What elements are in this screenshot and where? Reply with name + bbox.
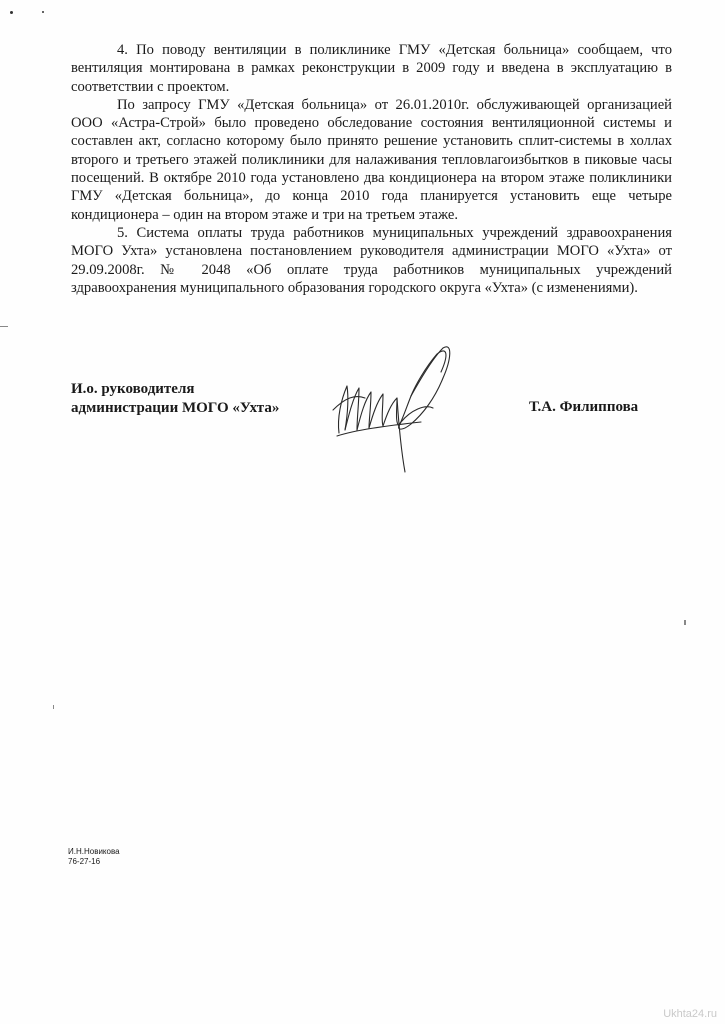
letter-body — [71, 41, 672, 297]
signatory-name: Т.А. Филиппова — [529, 399, 639, 415]
executor-info — [68, 847, 120, 867]
executor-name: И.Н.Новикова — [68, 847, 120, 856]
signatory-title-line2: администрации МОГО «Ухта» — [71, 400, 280, 416]
scan-mark — [0, 326, 8, 327]
paragraph-inspection: По запросу ГМУ «Детская больница» от 26.01.2010г. обслуживающей организацией ООО «Астра-Строй» было проведено обследование состояния вентиляционной системы и составлен акт, согласно которому было принято решение установить сплит-системы в холлах второго и третьего этажей поликлиники для налаживания тепловлагоизбытков в пиковые часы посещений. В октябре 2010 года установлено два кондиционера на втором этаже поликлиники ГМУ «Детская больница», до конца 2010 года планируется установить еще четыре кондиционера – один на втором этаже и три на третьем этаже. — [71, 96, 672, 223]
site-watermark: Ukhta24.ru — [663, 1008, 717, 1020]
executor-phone: 76-27-16 — [68, 857, 101, 866]
signatory-title — [71, 380, 279, 418]
scan-speck — [42, 11, 44, 13]
handwritten-signature — [325, 338, 455, 478]
paragraph-payment-system: 5. Система оплаты труда работников муниципальных учреждений здравоохранения МОГО Ухта» установлена постановлением руководителя администрации МОГО «Ухта» от 29.09.2008г. № 2048 «Об оплате труда работников муниципальных учреждений здравоохранения муниципального образования городского округа «Ухта» (с изменениями). — [71, 224, 672, 296]
scan-speck — [10, 11, 13, 14]
scan-mark — [684, 620, 686, 625]
signatory-title-line1: И.о. руководителя — [71, 381, 195, 397]
scan-mark — [53, 705, 54, 709]
paragraph-ventilation: 4. По поводу вентиляции в поликлинике ГМУ «Детская больница» сообщаем, что вентиляция монтирована в рамках реконструкции в 2009 году и введена в эксплуатацию в соответствии с проектом. — [71, 42, 672, 95]
